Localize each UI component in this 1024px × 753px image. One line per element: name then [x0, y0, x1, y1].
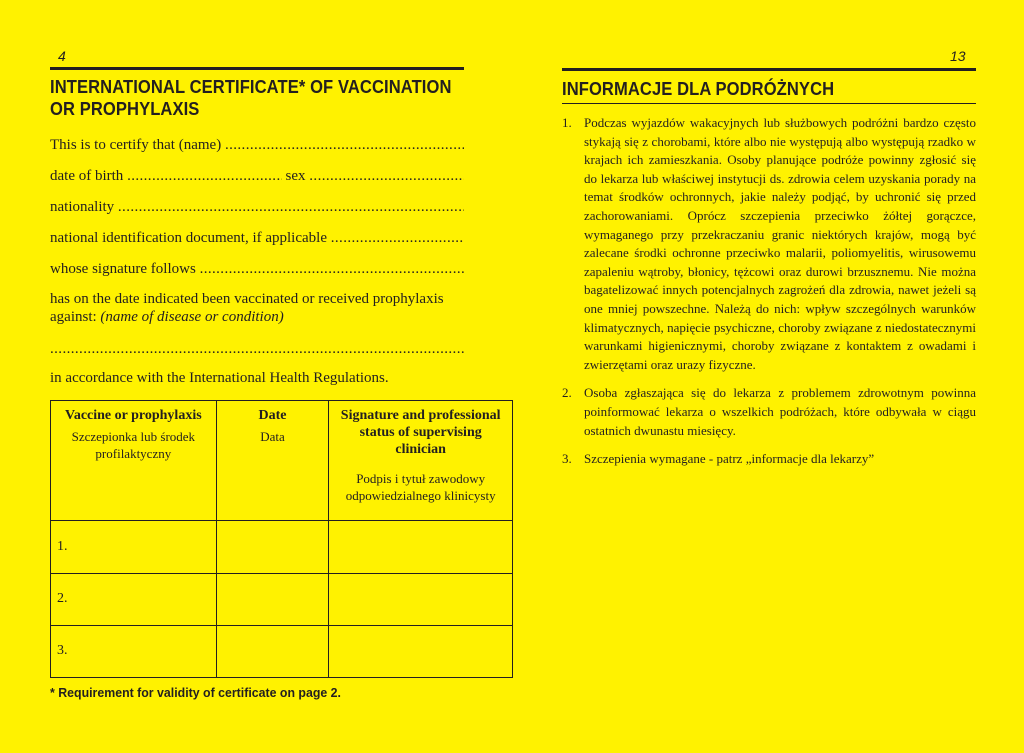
name-label: This is to certify that (name) — [50, 137, 222, 153]
row-number: 1. — [51, 521, 217, 573]
date-cell[interactable] — [216, 521, 329, 573]
id-document-blank — [331, 229, 464, 247]
item-text: Osoba zgłaszająca się do lekarza z problemem zdrowotnym powinna poinformować lekarza o wszelkich podróżach, które odbywała w ciągu ostatnich dwunastu miesięcy. — [584, 385, 976, 438]
signature-label: whose signature follows — [50, 261, 196, 277]
certificate-title-line2: OR PROPHYLAXIS — [50, 99, 200, 119]
validity-footnote: * Requirement for validity of certificate on page 2. — [50, 685, 341, 700]
item-number: 3. — [562, 451, 572, 467]
table-header-row — [51, 401, 513, 521]
item-number: 1. — [562, 115, 572, 130]
disease-blank — [50, 340, 464, 358]
signature-blank — [200, 260, 464, 278]
header-date-sub: Data — [260, 429, 285, 444]
item-text: Podczas wyjazdów wakacyjnych lub służbowych podróżni bardzo często stykają się z chorobami, które albo nie występują albo występują rzadko w krajach ich zamieszkania. Osoby planujące podróże powinny zgłosić się do lekarza lub właściwej instytucji ds. zdrowia celem uzyskania porady na temat środków ochronnych, jakie należy podjąć, by uchronić się przed zachorowaniami. Oprócz szczepienia przeciwko żółtej gorączce, wymaganego przy przekraczaniu granic niektórych krajów, mogą być zalecane środki ochronne przeciwko malarii, poliomyelitis, wirusowemu zapaleniu wątroby, błonicy, tężcowi oraz durowi brzusznemu. Nie można bagatelizować innych potencjalnych zagrożeń dla zdrowia, nawet jeżeli są one mniej powszechne. Należą do nich: wpływ szczególnych warunków klimatycznych, napięcie psychiczne, choroby związane z niedostatecznymi warunkami higienicznymi, choroby związane z kontaktem z owadami i zwierzętami oraz urazy fizyczne. — [584, 115, 976, 372]
list-item — [562, 114, 976, 374]
dob-sex-field[interactable] — [50, 167, 464, 185]
header-signature — [329, 401, 513, 521]
title-rule-right — [562, 68, 976, 71]
accordance-text: in accordance with the International Health Regulations. — [50, 370, 389, 386]
name-field[interactable] — [50, 136, 464, 154]
list-item — [562, 450, 976, 469]
signature-cell[interactable] — [329, 625, 513, 677]
vaccination-statement — [50, 290, 464, 326]
sex-blank — [309, 167, 464, 185]
statement-italic: (name of disease or condition) — [100, 309, 284, 325]
id-document-label: national identification document, if applicable — [50, 230, 327, 246]
nationality-blank — [118, 198, 464, 216]
nationality-field[interactable] — [50, 198, 464, 216]
row-number: 2. — [51, 573, 217, 625]
header-vaccine-main: Vaccine or prophylaxis — [65, 408, 202, 423]
item-number: 2. — [562, 385, 572, 401]
sex-label: sex — [285, 168, 306, 184]
table-row — [51, 625, 513, 677]
dob-label: date of birth — [50, 168, 124, 184]
header-vaccine — [51, 401, 217, 521]
header-date-main: Date — [258, 408, 287, 423]
info-title: INFORMACJE DLA PODRÓŻNYCH — [562, 79, 835, 99]
dob-blank — [127, 167, 282, 185]
signature-cell[interactable] — [329, 521, 513, 573]
header-signature-main: Signature and professional status of supervising clinician — [340, 408, 501, 457]
row-number: 3. — [51, 625, 217, 677]
traveler-info-list — [562, 114, 976, 479]
date-cell[interactable] — [216, 625, 329, 677]
signature-field[interactable] — [50, 260, 464, 278]
signature-cell[interactable] — [329, 573, 513, 625]
date-cell[interactable] — [216, 573, 329, 625]
certificate-title — [50, 76, 452, 120]
title-rule-left — [50, 67, 464, 70]
disease-field[interactable] — [50, 340, 464, 358]
header-signature-sub: Podpis i tytuł zawodowy odpowiedzialnego klinicysty — [345, 471, 496, 503]
table-row — [51, 521, 513, 573]
nationality-label: nationality — [50, 199, 115, 215]
page-number-left: 4 — [58, 48, 66, 64]
vaccination-table — [50, 400, 513, 678]
page-number-right: 13 — [950, 48, 966, 64]
header-vaccine-sub: Szczepionka lub środek profilaktyczny — [71, 429, 196, 461]
item-text: Szczepienia wymagane - patrz „informacje dla lekarzy” — [584, 451, 875, 467]
table-row — [51, 573, 513, 625]
certificate-title-line1: INTERNATIONAL CERTIFICATE* OF VACCINATION — [50, 77, 452, 97]
id-document-field[interactable] — [50, 229, 464, 247]
header-date — [216, 401, 329, 521]
list-item — [562, 384, 976, 440]
statement-text: has on the date indicated been vaccinated or received prophylaxis against: — [50, 291, 444, 325]
info-title-underline — [562, 103, 976, 104]
name-blank — [225, 136, 464, 154]
